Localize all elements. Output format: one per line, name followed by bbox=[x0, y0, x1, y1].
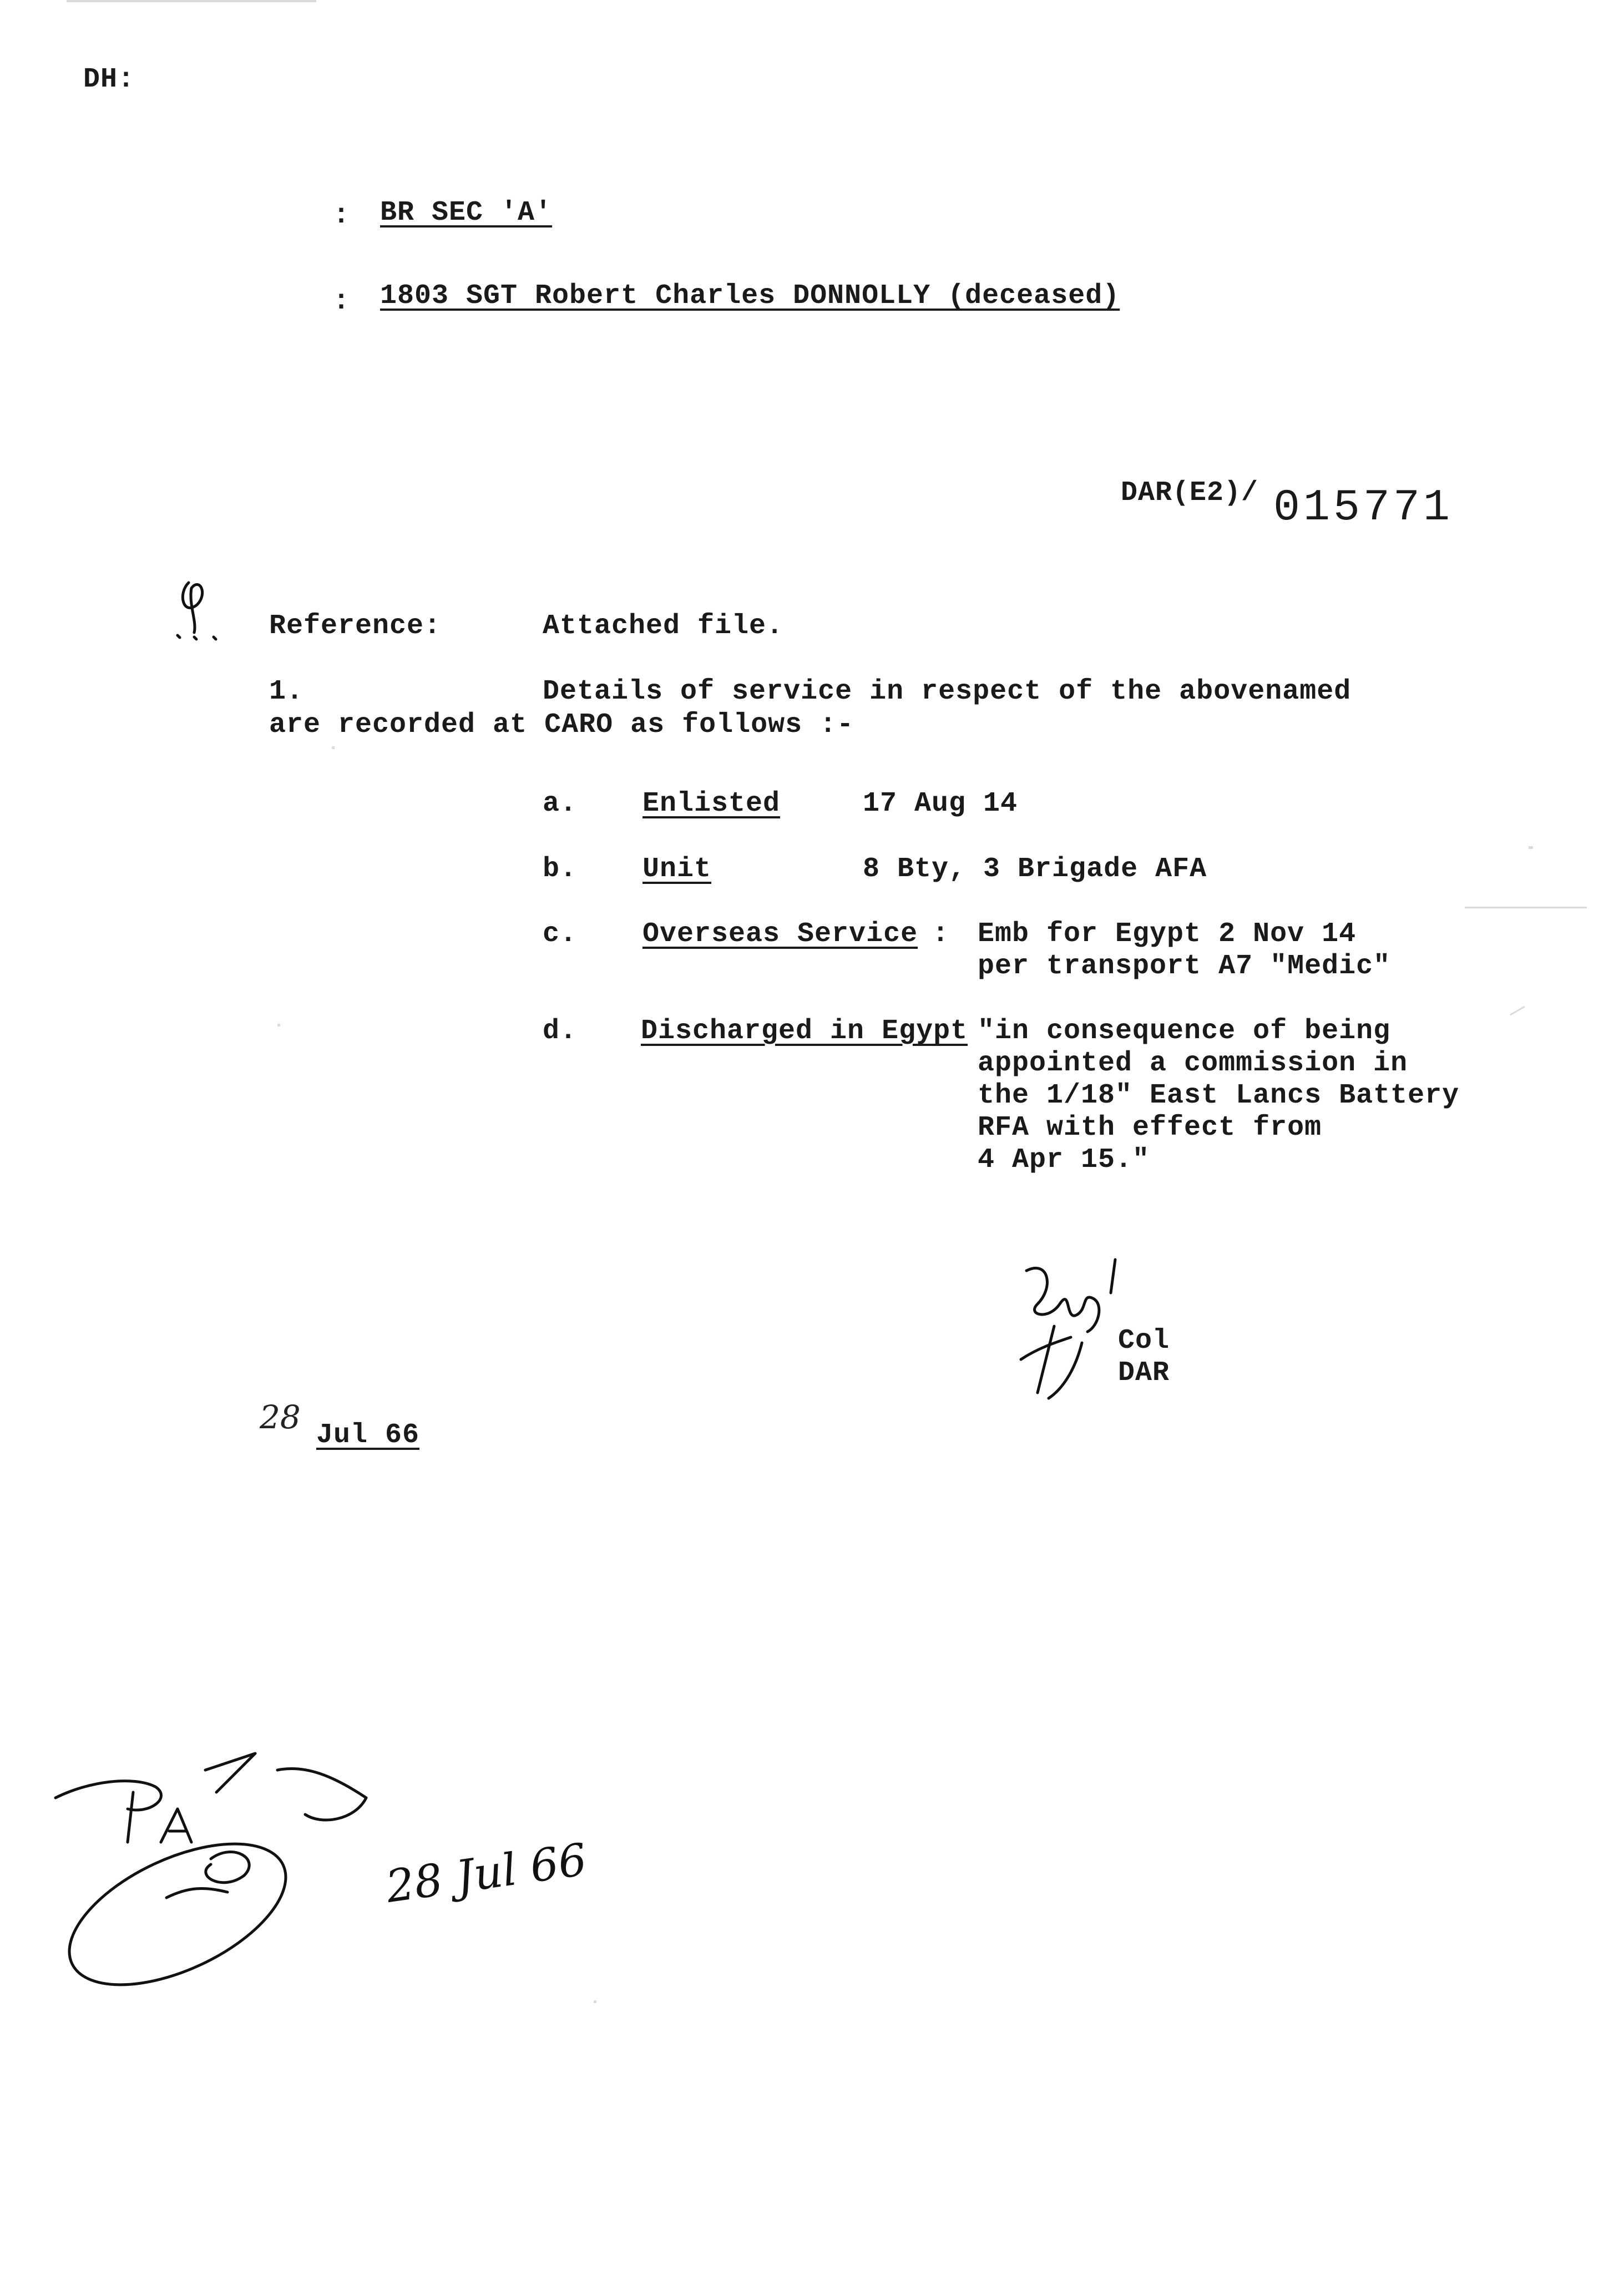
signature-office: DAR bbox=[1118, 1357, 1170, 1389]
item-d-value-line-1: "in consequence of being bbox=[978, 1015, 1391, 1047]
scan-speck bbox=[277, 1024, 280, 1027]
scan-speck bbox=[1465, 907, 1587, 908]
subject-marker-2: : bbox=[333, 286, 351, 317]
item-a-letter: a. bbox=[543, 788, 578, 820]
item-c-value-line-2: per transport A7 "Medic" bbox=[978, 951, 1391, 982]
item-c-label: Overseas Service bbox=[642, 918, 918, 950]
scan-speck bbox=[594, 2000, 596, 2003]
scan-speck bbox=[332, 746, 335, 749]
item-c-value-line-1: Emb for Egypt 2 Nov 14 bbox=[978, 918, 1357, 950]
reference-code-number: 015771 bbox=[1273, 483, 1454, 533]
date-handwritten-day: 28 bbox=[260, 1398, 301, 1436]
item-b-label: Unit bbox=[642, 853, 712, 885]
subject-marker-1: : bbox=[333, 200, 351, 231]
item-d-value-line-4: RFA with effect from bbox=[978, 1112, 1322, 1144]
reference-label: Reference: bbox=[269, 610, 442, 642]
item-a-label: Enlisted bbox=[642, 788, 781, 820]
signature-rank: Col bbox=[1118, 1325, 1170, 1357]
item-b-value-line-1: 8 Bty, 3 Brigade AFA bbox=[863, 853, 1207, 885]
signature bbox=[1015, 1254, 1126, 1420]
item-d-value-line-3: the 1/18" East Lancs Battery bbox=[978, 1080, 1460, 1111]
scan-speck bbox=[1529, 846, 1533, 849]
item-d-label: Discharged in Egypt bbox=[641, 1015, 968, 1047]
scan-speck bbox=[1510, 1006, 1525, 1016]
subject-line-2: 1803 SGT Robert Charles DONNOLLY (deceased) bbox=[380, 280, 1120, 312]
subject-line-1: BR SEC 'A' bbox=[380, 197, 553, 229]
scan-edge bbox=[67, 0, 316, 2]
item-c-letter: c. bbox=[543, 918, 578, 950]
paragraph-number: 1. bbox=[269, 676, 304, 707]
item-a-value-line-1: 17 Aug 14 bbox=[863, 788, 1018, 820]
item-d-letter: d. bbox=[543, 1015, 578, 1047]
item-c-separator: : bbox=[932, 918, 950, 950]
reference-code-prefix: DAR(E2)/ bbox=[1121, 477, 1259, 509]
paragraph-line-2: are recorded at CARO as follows :- bbox=[269, 709, 854, 741]
addressee: DH: bbox=[83, 64, 135, 95]
item-b-letter: b. bbox=[543, 853, 578, 885]
item-d-value-line-5: 4 Apr 15." bbox=[978, 1144, 1150, 1176]
annotation-date: 28 Jul 66 bbox=[383, 1833, 590, 1913]
paragraph-line-1: Details of service in respect of the abovenamed bbox=[543, 676, 1352, 707]
handwritten-initial-mark bbox=[166, 572, 233, 644]
date-typed: Jul 66 bbox=[316, 1419, 420, 1451]
reference-value: Attached file. bbox=[543, 610, 784, 642]
item-d-value-line-2: appointed a commission in bbox=[978, 1048, 1408, 1079]
